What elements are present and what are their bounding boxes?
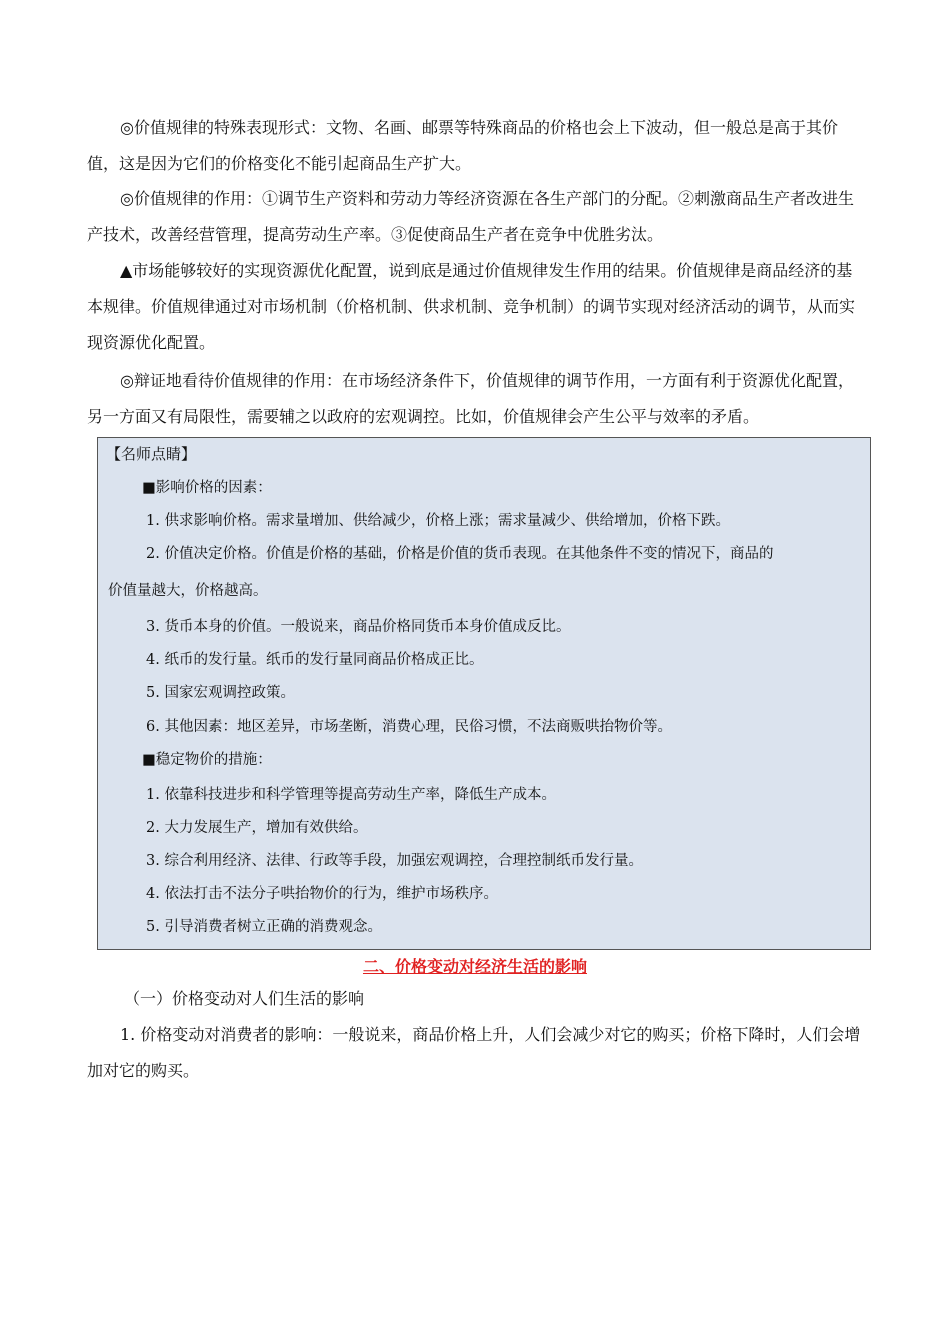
tip-factor-6: 6. 其他因素：地区差异，市场垄断，消费心理，民俗习惯，不法商贩哄抬物价等。 xyxy=(146,719,672,735)
subsection-heading: （一）价格变动对人们生活的影响 xyxy=(124,989,365,1008)
tip-measure-1: 1. 依靠科技进步和科学管理等提高劳动生产率，降低生产成本。 xyxy=(146,787,556,803)
teacher-tip-box xyxy=(97,437,871,950)
tip-measure-3: 3. 综合利用经济、法律、行政等手段，加强宏观调控，合理控制纸币发行量。 xyxy=(146,853,643,869)
paragraph-market-resource-allocation: ▲市场能够较好的实现资源优化配置，说到底是通过价值规律发生作用的结果。价值规律是商品经济的基本规律。价值规律通过对市场机制（价格机制、供求机制、竞争机制）的调节实现对经济活动的调节，从而实现资源优化配置。 xyxy=(87,261,856,352)
tip-title: 【名师点睛】 xyxy=(106,445,197,463)
tip-factor-4: 4. 纸币的发行量。纸币的发行量同商品价格成正比。 xyxy=(146,652,484,668)
tip-factor-3: 3. 货币本身的价值。一般说来，商品价格同货币本身价值成反比。 xyxy=(146,619,571,635)
tip-factors-heading: ■影响价格的因素： xyxy=(142,480,272,496)
tip-factor-5: 5. 国家宏观调控政策。 xyxy=(146,685,295,701)
tip-factor-2-cont: 价值量越大，价格越高。 xyxy=(108,583,268,599)
paragraph-value-law-special-form: ◎价值规律的特殊表现形式：文物、名画、邮票等特殊商品的价格也会上下波动，但一般总是高于其价值，这是因为它们的价格变化不能引起商品生产扩大。 xyxy=(87,118,838,173)
tip-measures-heading: ■稳定物价的措施： xyxy=(142,752,272,768)
tip-measure-4: 4. 依法打击不法分子哄抬物价的行为，维护市场秩序。 xyxy=(146,886,498,902)
tip-factor-2: 2. 价值决定价格。价值是价格的基础，价格是价值的货币表现。在其他条件不变的情况下，商品的 xyxy=(146,546,774,562)
paragraph-dialectical-view: ◎辩证地看待价值规律的作用：在市场经济条件下，价值规律的调节作用，一方面有利于资源优化配置，另一方面又有局限性，需要辅之以政府的宏观调控。比如，价值规律会产生公平与效率的矛盾。 xyxy=(87,371,854,426)
paragraph-consumer-impact: 1. 价格变动对消费者的影响：一般说来，商品价格上升，人们会减少对它的购买；价格下降时，人们会增加对它的购买。 xyxy=(87,1025,861,1080)
tip-measure-5: 5. 引导消费者树立正确的消费观念。 xyxy=(146,919,382,935)
paragraph-value-law-roles: ◎价值规律的作用：①调节生产资料和劳动力等经济资源在各生产部门的分配。②刺激商品生产者改进生产技术，改善经营管理，提高劳动生产率。③促使商品生产者在竞争中优胜劣汰。 xyxy=(87,189,854,244)
tip-measure-2: 2. 大力发展生产，增加有效供给。 xyxy=(146,820,368,836)
section-heading: 二、价格变动对经济生活的影响 xyxy=(362,957,587,976)
tip-factor-1: 1. 供求影响价格。需求量增加、供给减少，价格上涨；需求量减少、供给增加，价格下跌。 xyxy=(146,513,730,529)
